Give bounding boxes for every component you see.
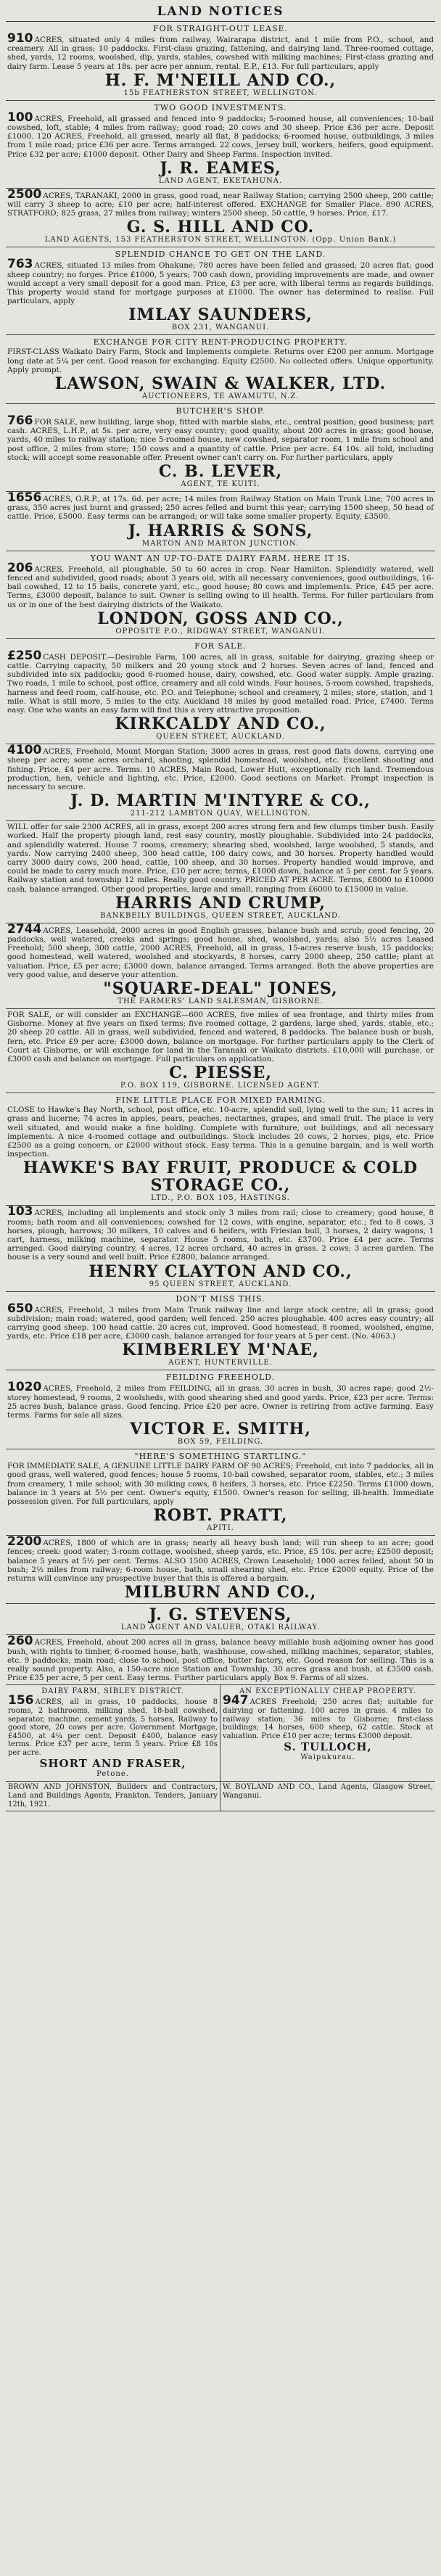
ad-text: FIRST-CLASS Waikato Dairy Farm, Stock and Implements complete. Returns over £200 per annum. Mortgage long date at 5¼ per cent. Good reason for exchanging. Equity £2500. No collected offers. Unique opportunity. Apply prompt. — [7, 347, 434, 374]
ad-address: QUEEN STREET, AUCKLAND. — [156, 733, 285, 741]
ad-advertiser: "SQUARE-DEAL" JONES, — [103, 979, 338, 998]
ad-text: ACRES, O.R.P., at 17s. 6d. per acre; 14 miles from Railway Station on Main Trunk Line; 700 acres in grass, 350 acres just burnt and grassed; 250 acres felled and burnt this year; carrying 1500 sheep, 50 head of cattle. Price, £5000. Easy terms can be arranged; or will take some smaller property. Equity, £3500. — [7, 495, 434, 522]
ad-lead-number: 206 — [7, 560, 33, 575]
ad-heading: DON'T MISS THIS. — [176, 1293, 265, 1304]
ad-body — [7, 493, 434, 522]
page-title: LAND NOTICES — [6, 3, 435, 22]
ad-text: ACRES, TARANAKI, 2000 in grass, good road, near Railway Station; carrying 2500 sheep, 200 cattle; will carry 3 sheep to acre; £10 per acre; half-interest offered. EXCHANGE for Smaller Place. 890 ACRES, STRATFORD; 825 grass, 27 miles from railway; winters 2500 sheep, 50 cattle, 9 horses. Price, £17. — [7, 191, 434, 218]
ads-column — [6, 22, 435, 1685]
ad-body — [7, 31, 434, 71]
ad-advertiser: H. F. M'NEILL AND CO., — [104, 70, 337, 90]
ad-address: AGENT, HUNTERVILLE. — [168, 1359, 273, 1367]
ad-heading: AN EXCEPTIONALLY CHEAP PROPERTY. — [239, 1687, 417, 1696]
ad-text: ACRES, Freehold, Mount Morgan Station; 3000 acres in grass, rest good flats downs, carrying one sheep per acre; some acres orchard, shooting, splendid homestead, woolshed, etc. Excellent shooting and fishing. Price, £4 per acre. Terms. 10 ACRES, Main Road, Lower Hutt, exceptionally rich land. Tremendous production, hen, vehicle and lighting, etc. Price, £2000. Good sections on Market. Prompt inspection is necessary to secure. — [7, 747, 434, 791]
ad-heading: YOU WANT AN UP-TO-DATE DAIRY FARM. HERE IT IS. — [90, 553, 351, 563]
ad-lead-number: £250 — [7, 648, 42, 663]
ad-lead-number: 2500 — [7, 188, 42, 202]
ad-block — [6, 639, 435, 744]
ad-lead-number: 4100 — [7, 744, 42, 758]
ad-address: LAND AGENT, EKETAHUNA. — [158, 176, 283, 185]
ad-block — [6, 492, 435, 551]
ad-text: ACRES, situated only 4 miles from railway, Wairarapa district, and 1 mile from P.O., school, and creamery. All in grass; 10 paddocks. First-class grazing, fattening, and dairying land. Three-roomed cottage, shed, yards, 12 rooms, woolshed, dip, yards, stables, cowshed with milking machines; First-class grazing and dairy farm. Lease 5 years at 18s. per acre per annum, rental. E.P., £13. For full particulars, apply — [7, 36, 434, 71]
ad-address: 211-212 LAMBTON QUAY, WELLINGTON. — [130, 810, 311, 818]
footer-text: BROWN AND JOHNSTON, Builders and Contractors, Land and Buildings Agents, Frankton. Tenders, January 12th, 1921. — [8, 1783, 218, 1808]
ad-advertiser: C. PIESSE, — [169, 1063, 272, 1083]
footer-left — [6, 1782, 220, 1811]
ad-block — [6, 1292, 435, 1371]
ad-heading: FOR STRAIGHT-OUT LEASE. — [152, 24, 289, 33]
ad-lead-number: 156 — [8, 1693, 34, 1708]
ad-heading: BUTCHER'S SHOP. — [176, 406, 265, 416]
ad-lead-number: 763 — [7, 257, 33, 272]
ad-heading: FINE LITTLE PLACE FOR MIXED FARMING. — [115, 1095, 326, 1106]
ad-body — [7, 1207, 434, 1262]
ad-text: CASH DEPOSIT.—Desirable Farm, 100 acres, all in grass, suitable for dairying, grazing sheep or cattle. Carrying capacity, 50 milkers and 20 young stock and 2 horses. Seven acres of land, fenced and subdivided into six paddocks; good 6-roomed house, dairy, cowshed, etc. Good water supply. Ample grazing. Two roads, 1 mile to school, post office, creamery and all cold winds. Four houses, 5-room cowshed, trapsheds, harness and feed room, calf-house, etc. P.O. and Telephone; school and creamery, 2 miles; store, station, and 1 mile. What is still more, 5 miles to the city. Auckland 18 miles by good metalled road. Price, £7400. Terms easy. One who wants an easy farm will find this a very attractive proposition. — [7, 652, 434, 715]
ad-address: AUCTIONEERS, TE AWAMUTU, N.Z. — [141, 392, 300, 401]
ad-body — [7, 560, 434, 609]
ad-block — [6, 1206, 435, 1291]
ad-body — [7, 1462, 434, 1506]
ad-lead-number: 2744 — [7, 923, 42, 937]
ad-body — [7, 1537, 434, 1583]
ad-body — [7, 746, 434, 791]
ad-body — [7, 190, 434, 218]
ad-advertiser: G. S. HILL AND CO. — [126, 218, 315, 237]
ad-address: LAND AGENTS, 153 FEATHERSTON STREET, WELLINGTON. (Opp. Union Bank.) — [44, 236, 397, 244]
ad-address: OPPOSITE P.O., RIDGWAY STREET, WANGANUI. — [115, 627, 326, 635]
ad-block — [6, 101, 435, 189]
ad-block — [6, 923, 435, 1009]
ad-address: MARTON AND MARTON JUNCTION. — [141, 539, 300, 548]
ad-lead-number: 947 — [223, 1693, 249, 1708]
ad-advertiser: HENRY CLAYTON AND CO., — [88, 1262, 353, 1281]
ad-lead-number: 1020 — [7, 1380, 42, 1395]
footer-text: W. BOYLAND AND CO., Land Agents, Glasgow Street, Wanganui. — [223, 1783, 433, 1801]
ad-address: THE FARMERS' LAND SALESMAN, GISBORNE. — [118, 997, 323, 1005]
ad-text: FOR IMMEDIATE SALE, A GENUINE LITTLE DAIRY FARM OF 90 ACRES; Freehold, cut into 7 paddocks, all in good grass, well watered, good fences; house 5 rooms, 10-bail cowshed, separator room, stables, etc.; 3 miles from creamery, 1 mile school; with 30 milking cows, 8 heifers, 3 horses, etc. Price £2250. Terms £1000 down, balance in 3 years at 5½ per cent. Owner's equity, £1500. Owner's reason for selling, ill-health. Immediate possession given. For full particulars, apply — [7, 1462, 434, 1507]
ad-block — [6, 189, 435, 248]
ad-block — [6, 551, 435, 639]
ad-text: ACRES, 1800 of which are in grass; nearly all heavy bush land; will run sheep to an acre; good fences; creek: good water; 3-room cottage, woolshed, sheep yards, etc. Price, £5 10s. per acre; £2500 deposit; balance 5 years at 5½ per cent. Terms. ALSO 1500 ACRES, Crown Leasehold; 1000 acres felled, about 50 in bush; 2½ miles from railway; 6-room house, bath, small shearing shed, etc. Price £2000 equity. Price of the returns will convince any prospective buyer that this is offered a bargain. — [7, 1539, 434, 1584]
ad-lead-number: 1656 — [7, 492, 42, 506]
ad-text: ACRES Freehold; 250 acres flat; suitable for dairying or fattening. 100 acres in grass. 4 miles to railway station; 36 miles to Gisborne; first-class buildings; 14 horses, 600 sheep, 62 cattle. Stock at valuation. Price £10 per acre; terms £3000 deposit. — [223, 1698, 433, 1740]
ad-body — [7, 1637, 434, 1682]
ad-body — [7, 110, 434, 159]
ad-address: BOX 231, WANGANUI. — [171, 324, 270, 332]
ad-text: ACRES, including all implements and stock only 3 miles from rail; close to creamery; good house, 8 rooms; bath room and all conveniences; cowshed for 12 cows, with engine, separator, etc.; fed to 8 cows, 3 horses, plough, harrows; 30 milkers, 10 calves and 6 heifers, with Friesian bull, 3 horses, 2 dairy wagons, 1 cart, harness, milking machine, separator. House 5 rooms, bath, etc. £3700. Price £4 per acre. Terms arranged. Good dairying country, 4 acres, 12 acres orchard, 40 acres in grass. 2 cows; 3 acres garden. The house is a very sound and well built. Price £2800, balance arranged. — [7, 1209, 434, 1262]
ad-advertiser: J. HARRIS & SONS, — [128, 521, 313, 540]
ad-advertiser: LAWSON, SWAIN & WALKER, LTD. — [54, 374, 387, 394]
ad-text: FOR SALE, or will consider an EXCHANGE—600 ACRES, five miles of sea frontage, and thirty miles from Gisborne. Money at five years on fixed terms; five roomed cottage, 2 gardens, large shed, yards, stable, etc.; 20 sheep 20 cattle. All in grass, well subdivided, fenced and watered, 8 paddocks. The balance bush or bush, fern, etc. Price £9 per acre; £3000 down, balance on mortgage. For further particulars apply to the Clerk of Court at Gisborne, or will exchange for land in the Taranaki or Waikato districts. £10,000 will purchase, or £3000 cash and balance on mortgage. Full particulars on application. — [7, 1010, 434, 1063]
ad-address: BOX 59, FEILDING. — [177, 1438, 264, 1447]
ad-body — [8, 1693, 218, 1757]
ad-body — [7, 347, 434, 374]
ad-block — [6, 1093, 435, 1206]
ad-lead-number: 766 — [7, 413, 33, 429]
ad-address: AGENT, TE KUITI. — [181, 480, 260, 489]
ad-block — [6, 1536, 435, 1604]
ad-block — [6, 1449, 435, 1536]
ad-block — [6, 1604, 435, 1635]
ad-text: CLOSE to Hawke's Bay North, school, post office, etc. 10-acre, splendid soil, lying well to the sun; 11 acres in grass and lucerne; 74 acres in apples, pears, peaches, nectarines, grapes, and small fruit. The place is very well situated, and would make a fine holding. Complete with furniture, out buildings, and all necessary implements. A nice 4-roomed cottage and outbuildings. Stock includes 20 cows, 2 horses, pigs, etc. Price £2500 as a going concern, or £2000 without stock. Easy terms. This is a genuine bargain, and is well worth inspection. — [7, 1106, 434, 1159]
ad-heading: SPLENDID CHANCE TO GET ON THE LAND. — [115, 250, 326, 260]
ad-body — [7, 925, 434, 979]
ad-lead-number: 2200 — [7, 1536, 42, 1550]
ad-advertiser: SHORT AND FRASER, — [39, 1757, 186, 1771]
ad-address: Petone. — [96, 1770, 129, 1779]
two-column-row — [6, 1685, 435, 1782]
footer-right — [220, 1782, 435, 1811]
ad-address: LAND AGENT AND VALUER, OTAKI RAILWAY. — [120, 1624, 321, 1632]
ad-body — [7, 413, 434, 462]
ad-address: Waipukurau. — [300, 1753, 355, 1762]
ad-lead-number: 650 — [7, 1301, 33, 1316]
newspaper-page — [6, 3, 435, 2570]
ad-body — [7, 823, 434, 894]
ad-body — [7, 1301, 434, 1341]
ad-lead-number: 103 — [7, 1206, 33, 1219]
ad-body — [223, 1693, 433, 1740]
ad-advertiser: VICTOR E. SMITH, — [130, 1420, 311, 1439]
ad-body — [7, 648, 434, 715]
ad-advertiser: LONDON, GOSS AND CO., — [97, 609, 344, 628]
ad-address: APITI. — [207, 1524, 234, 1533]
ad-text: WILL offer for sale 2300 ACRES, all in grass, except 200 acres strong fern and few clumps timber bush. Easily worked. Half the property plough land, rest easy country, mostly ploughable. Subdivided into 24 paddocks, and splendidly watered. House 7 rooms, creamery; shearing shed, woolshed, large woolshed, 5 stands, and yards. Now carrying 2400 sheep, 300 head cattle, 100 dairy cows, and 30 horses. Property handled would carry 3000 dairy cows, 200 head, cattle, 100 sheep, and 30 horses. Property handled would improve, and could be made to carry much more. Price, £10 per acre; terms, £1000 down, balance at 5 per cent. for 5 years. Railway station and township 12 miles. Really good country. PRICED AT PER ACRE. Terms, £8000 to £10000 cash, balance arranged. Other good properties, large and small, ranging from £6000 to £15000 in value. — [7, 823, 434, 894]
ad-block — [6, 1370, 435, 1449]
ad-address: LTD., P.O. BOX 105, HASTINGS. — [151, 1194, 290, 1203]
ad-heading: EXCHANGE FOR CITY RENT-PRODUCING PROPERTY. — [93, 337, 348, 347]
ad-text: ACRES, situated 13 miles from Ohakune; 780 acres have been felled and grassed; 20 acres flat; good sheep country; no forges. Price £1000, 5 years; 700 cash down, providing improvements are made, and owner would accept a very small deposit for a good man. Price, £3 per acre, with liberal terms as regards buildings. This property would stand for mortgage purposes at £1000. The owner has determined to realise. Full particulars, apply — [7, 261, 434, 306]
ad-bottom-right — [220, 1685, 435, 1781]
ad-address: BANKBEILY BUILDINGS, QUEEN STREET, AUCKLAND. — [100, 911, 341, 920]
ad-text: ACRES, Freehold, about 200 acres all in grass, balance heavy millable bush adjoining owner has good bush, with rights to timber, 6-roomed house, bath, washhouse, cow-shed, milking machines, separator, stables, etc. 9 paddocks, main road; close to school, post office, butter factory, etc. Good reason for selling. This is a really sound property. Also, a 150-acre nice Station and Township, 30 acres grass and bush, at £3500 cash. Price £35 per acre, 5 per cent. Easy terms. Further particulars apply Box 9. Farms of all sizes. — [7, 1638, 434, 1683]
ad-text: ACRES, Freehold, 3 miles from Main Trunk railway line and large stock centre; all in grass; good subdivision; main road; watered, good garden; well fenced. 250 acres ploughable. 400 acres easy country; all carrying good sheep. 100 head cattle. 20 acres cut, improved. Good homestead, 8 roomed, woolshed, engine, yards, etc. Price £18 per acre, £3000 cash, balance arranged for four years at 5 per cent. (No. 4063.) — [7, 1305, 434, 1341]
ad-advertiser: HAWKE'S BAY FRUIT, PRODUCE & COLD STORAGE CO., — [22, 1159, 419, 1196]
ad-lead-number: 910 — [7, 31, 33, 46]
ad-block — [6, 744, 435, 821]
ad-advertiser: HARRIS AND CRUMP, — [115, 893, 326, 913]
ad-block — [6, 335, 435, 404]
ad-block — [6, 404, 435, 492]
ad-heading: FEILDING FREEHOLD. — [165, 1373, 276, 1383]
ad-bottom-left — [6, 1685, 220, 1781]
ad-text: ACRES, Freehold, 2 miles from FEILDING, all in grass, 30 acres in bush, 30 acres rape; good 2½-storey homestead, 9 rooms, 2 woolsheds, with good shearing shed and good yards. Price, £23 per acre. Terms: 25 acres bush, balance grass. Good fencing. Price £20 per acre. Owner is retiring from active farming. Easy terms. Farms for sale all sizes. — [7, 1384, 434, 1420]
ad-advertiser: KIRKCALDY AND CO., — [115, 715, 326, 734]
ad-text: FOR SALE, new building, large shop, fitted with marble slabs, etc., central position; good business; part cash. ACRES, L.H.P., at 5s. per acre, very easy country; good quality, about 200 acres in grass; good house, yards, 40 miles to railway station; nice 5-roomed house, new cowshed, separator room, 1 mile from school and post office, 2 miles from store; 150 cows and a quantity of cattle. Price per acre. £4 10s. all told, including stock; will accept some reasonable offer. Present owner can't carry on. For further particulars, apply — [7, 418, 434, 462]
ad-block — [6, 1635, 435, 1685]
ad-advertiser: ROBT. PRATT, — [153, 1506, 288, 1526]
ad-advertiser: J. D. MARTIN M'INTYRE & CO., — [70, 791, 371, 811]
ad-advertiser: MILBURN AND CO., — [124, 1583, 317, 1602]
ad-address: P.O. BOX 119, GISBORNE. LICENSED AGENT. — [120, 1082, 321, 1090]
ad-text: ACRES, all in grass, 10 paddocks, house 8 rooms, 2 bathrooms, milking shed, 18-bail cowshed, separator, machine, cement yards, 5 horses, Railway to good store, 20 cows per acre. Government Mortgage, £4500, at 4¼ per cent. Deposit £400, balance easy terms. Price £37 per acre, term 5 years. Price £8 10s per acre. — [8, 1698, 218, 1757]
ad-block — [6, 22, 435, 101]
ad-heading: DAIRY FARM, SIBLEY DISTRICT. — [41, 1687, 184, 1696]
ad-body — [7, 1011, 434, 1063]
ad-text: ACRES, Freehold, all grassed and fenced into 9 paddocks; 5-roomed house, all conveniences; 10-bail cowshed, loft, stable; 4 miles from railway; good road; 20 cows and 30 sheep. Price £36 per acre. Deposit £1000. 120 ACRES, Freehold, all grassed, nearly all flat, 8 paddocks; 6-roomed house, outbuildings, 3 miles from 1 mile road; price £36 per acre. Terms arranged. 22 cows, Jersey bull, workers, heifers, good equipment. Price £32 per acre; £1000 deposit. Other Dairy and Sheep Farms. Inspection invited. — [7, 114, 434, 159]
ad-advertiser: J. G. STEVENS, — [149, 1605, 292, 1625]
ad-heading: FOR SALE. — [194, 641, 247, 651]
ad-block — [6, 247, 435, 335]
ad-text: ACRES, Leasehold, 2000 acres in good English grasses, balance bush and scrub; good fencing, 20 paddocks, well watered, creeks and springs; good house, shed, woolshed, yards; also 5½ acres Leased Freehold; 500 sheep, 300 cattle, 2000 ACRES, Freehold, all in grass, 15-acres reserve bush, 15 paddocks; good homestead, well watered, woolshed and stockyards, 8 horses, carry 2000 sheep, 250 cattle; plant at valuation. Price, £5 per acre; £3000 down, balance arranged. Terms arranged. Both the above properties are very good value, and deserve your attention. — [7, 926, 434, 979]
ad-advertiser: J. R. EAMES, — [160, 158, 281, 178]
ad-advertiser: KIMBERLEY M'NAE, — [122, 1341, 319, 1360]
ad-advertiser: C. B. LEVER, — [158, 462, 283, 482]
ad-heading: "HERE'S SOMETHING STARTLING." — [134, 1452, 307, 1462]
ad-body — [7, 257, 434, 306]
ad-block — [6, 821, 435, 923]
ad-address: 15b FEATHERSTON STREET, WELLINGTON. — [123, 89, 318, 97]
ad-lead-number: 260 — [7, 1635, 33, 1649]
ad-lead-number: 100 — [7, 110, 33, 125]
ad-text: ACRES, Freehold, all ploughable, 50 to 60 acres in crop. Near Hamilton. Splendidly watered, well fenced and subdivided, good roads; about 3 years old, with all necessary conveniences, good outbuildings, 16-bail cowshed, 12 to 15 bails, concrete yard, etc., good house; 80 cows and implements. Price, £45 per acre. Terms, £3000 deposit, balance to suit. Owner is selling owing to ill health. Terms. For fuller particulars from us or in one of the best dairying districts of the Waikato. — [7, 564, 434, 609]
ad-body — [7, 1106, 434, 1159]
ad-body — [7, 1380, 434, 1420]
ad-advertiser: S. TULLOCH, — [284, 1740, 372, 1754]
ad-heading: TWO GOOD INVESTMENTS. — [154, 102, 287, 112]
ad-address: 95 QUEEN STREET, AUCKLAND. — [149, 1280, 292, 1288]
footer-row — [6, 1782, 435, 1811]
ad-block — [6, 1009, 435, 1093]
ad-advertiser: IMLAY SAUNDERS, — [128, 305, 313, 325]
